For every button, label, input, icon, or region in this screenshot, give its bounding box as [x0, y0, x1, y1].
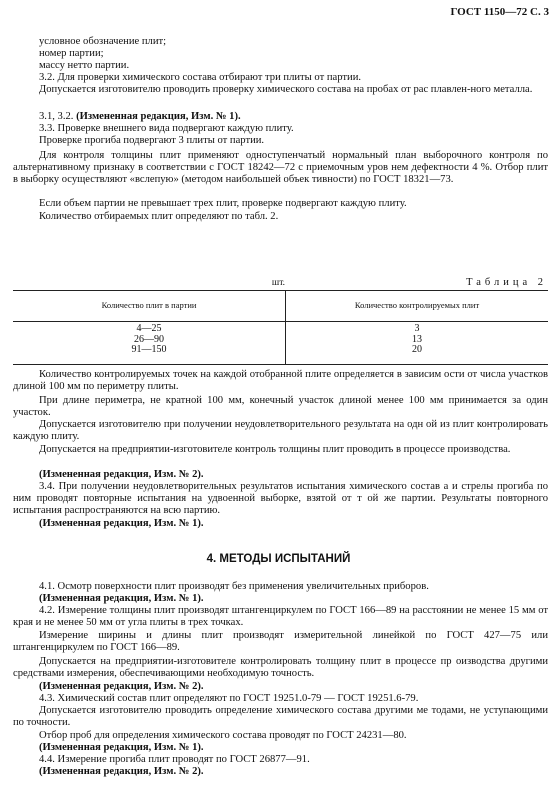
table-cell-lots: 4—25: [136, 323, 162, 334]
paragraph: (Измененная редакция, Изм. № 1).: [39, 593, 204, 604]
paragraph: (Измененная редакция, Изм. № 2).: [39, 681, 204, 692]
paragraph: Допускается на предприятии-изготовителе контроль толщины плит проводить в процессе производства.: [39, 444, 511, 455]
paragraph: Допускается изготовителю проводить определение химического состава другими ме тодами, не уступающими по точности.: [13, 705, 548, 728]
paragraph: Для контроля толщины плит применяют одноступенчатый нормальный план выборочного контроля по альтернативному признаку в соответствии с ГОСТ 18242—72 с приемочным уров нем дефектности 4 %. Отбор плит в выборку осуществляют «вслепую» (методом наибольшей объек тивности) по ГОСТ 18321—73.: [13, 150, 548, 185]
table-cell-controlled: 20: [412, 344, 422, 355]
paragraph: номер партии;: [39, 48, 104, 59]
paragraph: (Измененная редакция, Изм. № 2).: [39, 469, 204, 480]
table-column-lots: [13, 324, 285, 356]
paragraph: Если объем партии не превышает трех плит, проверке подвергают каждую плиту.: [39, 198, 407, 209]
table-cell-lots: 26—90: [134, 333, 164, 345]
paragraph: 4.2. Измерение толщины плит производят штангенциркулем по ГОСТ 166—89 на расстоянии не менее 15 мм от края и не менее 50 мм от угла плиты в трех точках.: [13, 605, 548, 628]
paragraph: Допускается на предприятии-изготовителе контролировать толщину плит в процессе пр оизводства другими средствами измерения, обеспечивающими необходимую точность.: [13, 656, 548, 679]
paragraph: 3.1, 3.2. (Измененная редакция, Изм. № 1).: [39, 111, 241, 122]
paragraph: Отбор проб для определения химического состава проводят по ГОСТ 24231—80.: [39, 730, 407, 741]
table-divider: [13, 321, 548, 322]
section-title: 4. МЕТОДЫ ИСПЫТАНИЙ: [206, 553, 351, 565]
paragraph: 4.4. Измерение прогиба плит проводят по ГОСТ 26877—91.: [39, 754, 310, 765]
paragraph: условное обозначение плит;: [39, 36, 167, 47]
paragraph: массу нетто партии.: [39, 60, 130, 71]
table-unit: шт.: [271, 278, 286, 288]
paragraph: 3.3. Проверке внешнего вида подвергают каждую плиту.: [39, 123, 294, 134]
table-column-controlled: [285, 324, 549, 356]
paragraph: 3.4. При получении неудовлетворительных результатов испытания химического состав а и стрелы прогиба по ним проводят повторные испытания на удвоенной выборке, взятой от т ой же партии. Результаты повторного испытания распространяются на всю партию.: [13, 481, 548, 516]
paragraph: Количество контролируемых точек на каждой отобранной плите определяется в зависим ости от числа участков длиной 100 мм по периметру плиты.: [13, 369, 548, 392]
paragraph: (Измененная редакция, Изм. № 2).: [39, 766, 204, 777]
paragraph: 4.1. Осмотр поверхности плит производят без применения увеличительных приборов.: [39, 581, 429, 592]
table-cell-lots: 91—150: [131, 344, 167, 355]
page-header: ГОСТ 1150—72 С. 3: [450, 6, 549, 18]
paragraph: 4.3. Химический состав плит определяют по ГОСТ 19251.0-79 — ГОСТ 19251.6-79.: [39, 693, 419, 704]
paragraph: Измерение ширины и длины плит производят измерительной линейкой по ГОСТ 427—75 или штангенциркулем по ГОСТ 166—89.: [13, 630, 548, 653]
paragraph: Допускается изготовителю при получении неудовлетворительного результата на одн ой из плит контролировать каждую плиту.: [13, 419, 548, 442]
table-2: [13, 290, 548, 365]
paragraph: Проверке прогиба подвергают 3 плиты от партии.: [39, 135, 265, 146]
table-caption: Таблица 2: [466, 277, 547, 288]
paragraph: Допускается изготовителю проводить проверку химического состава на пробах от рас плавлен-ного металла.: [39, 84, 533, 95]
table-header-lots: Количество плит в партии: [101, 300, 197, 310]
paragraph: (Измененная редакция, Изм. № 1).: [39, 742, 204, 753]
table-header-controlled: Количество контролируемых плит: [354, 300, 480, 310]
paragraph: (Измененная редакция, Изм. № 1).: [39, 518, 204, 529]
table-cell-controlled: 13: [412, 333, 422, 345]
paragraph: При длине периметра, не кратной 100 мм, конечный участок длиной менее 100 мм принимается за один участок.: [13, 395, 548, 418]
paragraph: 3.2. Для проверки химического состава отбирают три плиты от партии.: [39, 72, 362, 83]
table-cell-controlled: 3: [414, 323, 420, 334]
paragraph: Количество отбираемых плит определяют по табл. 2.: [39, 211, 279, 222]
